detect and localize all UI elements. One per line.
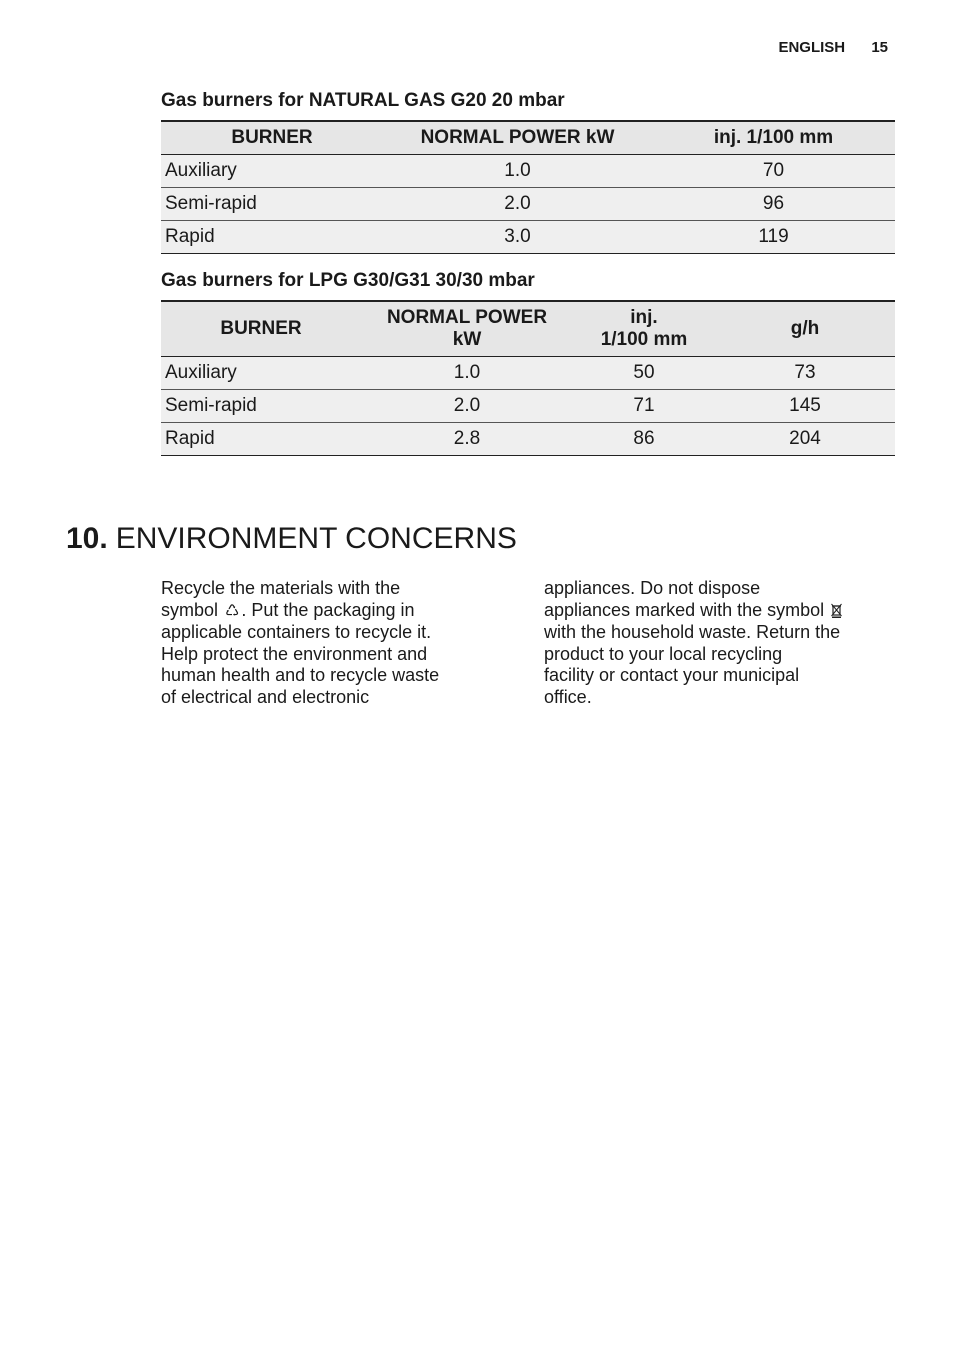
column-header-injector: inj. 1/100 mm [573,301,715,357]
table-row [161,155,895,188]
natural-gas-section [161,90,895,254]
page-header [778,39,888,56]
cell-injector: 71 [573,390,715,423]
cell-power: 2.0 [383,188,652,221]
header-language: ENGLISH [778,39,846,56]
cell-injector: 96 [652,188,895,221]
cell-burner: Auxiliary [161,357,361,390]
cell-injector: 70 [652,155,895,188]
cell-power: 1.0 [383,155,652,188]
lpg-table-caption: Gas burners for LPG G30/G31 30/30 mbar [161,270,535,291]
cell-power: 2.8 [361,423,573,456]
paragraph-line: applicable containers to recycle it. [161,622,432,642]
page-number: 15 [871,39,888,56]
cell-burner: Rapid [161,221,383,254]
cell-injector: 86 [573,423,715,456]
chapter-title: ENVIRONMENT CONCERNS [115,522,517,555]
paragraph-line: facility or contact your municipal [544,665,800,685]
paragraph-line: Recycle the materials with the [161,578,401,598]
crossed-bin-icon [831,601,842,623]
table-header-row [161,301,895,357]
cell-burner: Auxiliary [161,155,383,188]
table-header-row [161,121,895,155]
paragraph-line: appliances. Do not dispose [544,578,761,598]
chapter-number: 10. [66,522,108,555]
natural-gas-table [161,120,895,254]
cell-consumption: 204 [715,423,895,456]
table-row [161,423,895,456]
cell-burner: Rapid [161,423,361,456]
cell-power: 3.0 [383,221,652,254]
paragraph-line: with the household waste. Return the [544,622,841,642]
column-header-burner: BURNER [161,121,383,155]
column-header-normal-power: NORMAL POWER kW [383,121,652,155]
lpg-table [161,300,895,456]
paragraph-line: appliances marked with the symbol [544,600,854,623]
cell-consumption: 145 [715,390,895,423]
paragraph-line: Help protect the environment and [161,643,428,664]
cell-injector: 119 [652,221,895,254]
paragraph-line: human health and to recycle waste [161,665,440,685]
cell-power: 1.0 [361,357,573,390]
cell-burner: Semi-rapid [161,390,361,423]
environment-text-left [161,578,471,708]
paragraph-line: office. [544,686,592,707]
column-header-burner: BURNER [161,301,361,357]
paragraph-line: symbol ♺ . Put the packaging in [161,600,471,623]
recycle-icon: ♺ [225,602,240,620]
chapter-heading [66,522,517,556]
natural-gas-table-caption: Gas burners for NATURAL GAS G20 20 mbar [161,90,565,111]
lpg-section [161,270,895,456]
paragraph-line: of electrical and electronic [161,686,370,707]
column-header-normal-power: NORMAL POWER kW [361,301,573,357]
table-row [161,390,895,423]
paragraph-line: product to your local recycling [544,643,783,664]
table-row [161,357,895,390]
cell-injector: 50 [573,357,715,390]
environment-text-right [544,578,854,708]
column-header-injector: inj. 1/100 mm [652,121,895,155]
cell-power: 2.0 [361,390,573,423]
table-row [161,221,895,254]
table-row [161,188,895,221]
column-header-grams-per-hour: g/h [715,301,895,357]
cell-burner: Semi-rapid [161,188,383,221]
cell-consumption: 73 [715,357,895,390]
